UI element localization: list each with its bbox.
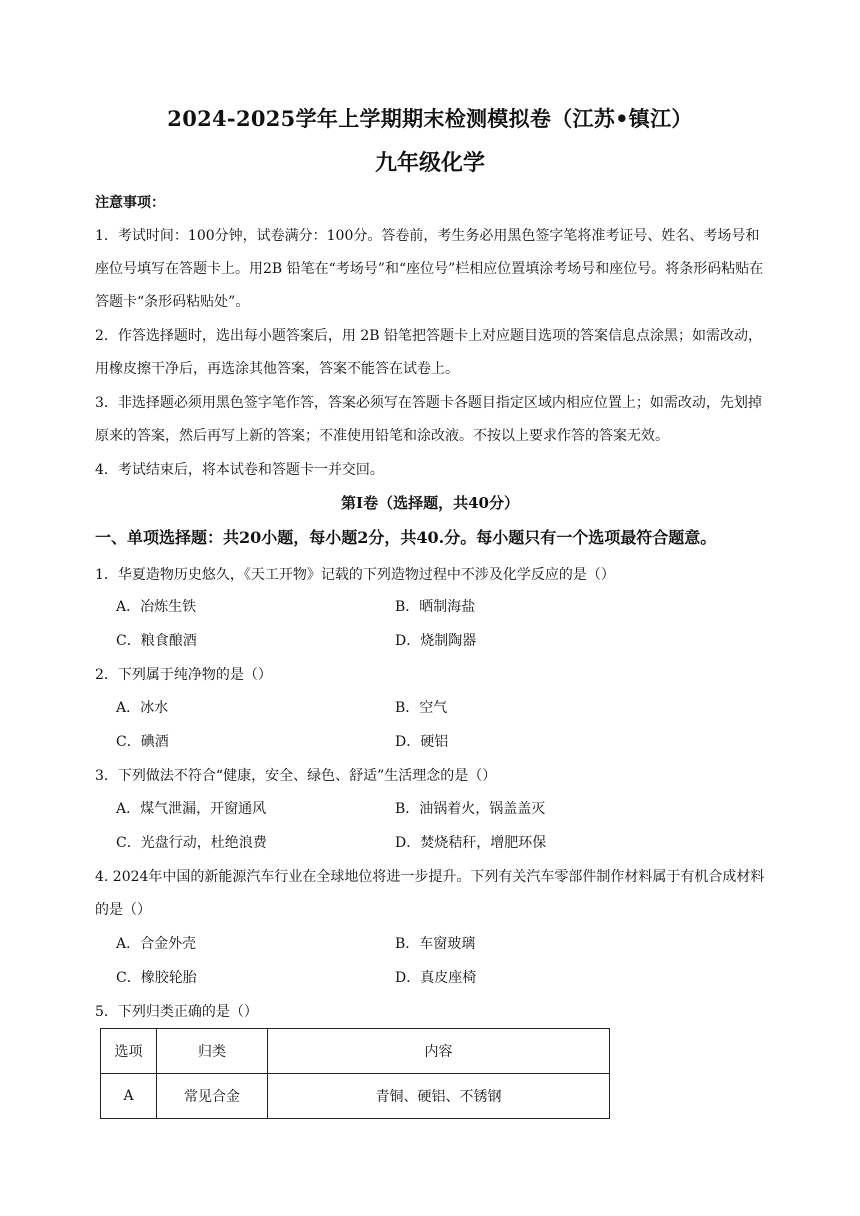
table-header-row: [101, 1029, 610, 1074]
notice-item-3: 3．非选择题必须用黑色签字笔作答，答案必须写在答题卡各题目指定区域内相应位置上；如需改动，先划掉原来的答案，然后再写上新的答案；不准使用铅笔和涂改液。不按以上要求作答的答案无效。: [95, 395, 762, 444]
question-2-option-c: C．碘酒: [116, 734, 169, 750]
question-3-option-b: B．油锅着火，锅盖盖灭: [395, 801, 546, 817]
question-3-option-d: D．焚烧秸秆，增肥环保: [395, 835, 547, 851]
question-4-option-d: D．真皮座椅: [395, 970, 477, 986]
question-3-stem: 3．下列做法不符合“健康，安全、绿色、舒适”生活理念的是（）: [95, 768, 497, 784]
exam-subtitle: 九年级化学: [374, 150, 485, 176]
question-4-option-c: C．橡胶轮胎: [116, 970, 197, 986]
question-1-stem: 1．华夏造物历史悠久，《天工开物》记载的下列造物过程中不涉及化学反应的是（）: [95, 567, 615, 583]
table-cell-option: A: [101, 1074, 157, 1119]
question-4-stem: 4. 2024年中国的新能源汽车行业在全球地位将进一步提升。下列有关汽车零部件制作材料属于有机合成材料的是（）: [95, 869, 765, 918]
table-row: [101, 1074, 610, 1119]
question-2-option-a: A．冰水: [116, 700, 169, 716]
question-1-option-b: B．晒制海盐: [395, 599, 476, 615]
notice-item-1: 1．考试时间：100分钟，试卷满分：100分。答卷前，考生务必用黑色签字笔将准考证号、姓名、考场号和座位号填写在答题卡上。用2B 铅笔在“考场号”和“座位号”栏相应位置填涂考场号和座位号。将条形码粘贴在答题卡“条形码粘贴处”。: [95, 228, 764, 310]
question-1-option-a: A．冶炼生铁: [116, 599, 197, 615]
question-1-option-d: D．烧制陶器: [395, 633, 477, 649]
question-2-option-b: B．空气: [395, 700, 448, 716]
notice-label: 注意事项：: [95, 195, 165, 211]
question-3-option-c: C．光盘行动，杜绝浪费: [116, 835, 267, 851]
table-cell-category: 常见合金: [157, 1074, 268, 1119]
question-4-option-a: A．合金外壳: [116, 936, 197, 952]
table-cell-content: 青铜、硬铝、不锈钢: [268, 1074, 610, 1119]
question-3-option-a: A．煤气泄漏，开窗通风: [116, 801, 267, 817]
question-2-option-d: D．硬铝: [395, 734, 449, 750]
notice-item-4: 4．考试结束后，将本试卷和答题卡一并交回。: [95, 462, 384, 478]
question-5-stem: 5．下列归类正确的是（）: [95, 1004, 258, 1020]
table-header-content: 内容: [268, 1029, 610, 1074]
question-1-option-c: C．粮食酿酒: [116, 633, 197, 649]
notice-item-2: 2．作答选择题时，选出每小题答案后，用 2B 铅笔把答题卡上对应题目选项的答案信息点涂黑；如需改动，用橡皮擦干净后，再选涂其他答案，答案不能答在试卷上。: [95, 328, 763, 377]
exam-title: 2024-2025学年上学期期末检测模拟卷（江苏•镇江）: [167, 106, 693, 131]
table-header-option: 选项: [101, 1029, 157, 1074]
question-5-table: [100, 1028, 610, 1119]
section-title: 第Ⅰ卷（选择题，共40分）: [341, 494, 519, 512]
part-title: 一、单项选择题：共20小题，每小题2分，共40.分。每小题只有一个选项最符合题意。: [95, 528, 717, 547]
question-2-stem: 2．下列属于纯净物的是（）: [95, 667, 272, 683]
question-4-option-b: B．车窗玻璃: [395, 936, 476, 952]
table-header-category: 归类: [157, 1029, 268, 1074]
